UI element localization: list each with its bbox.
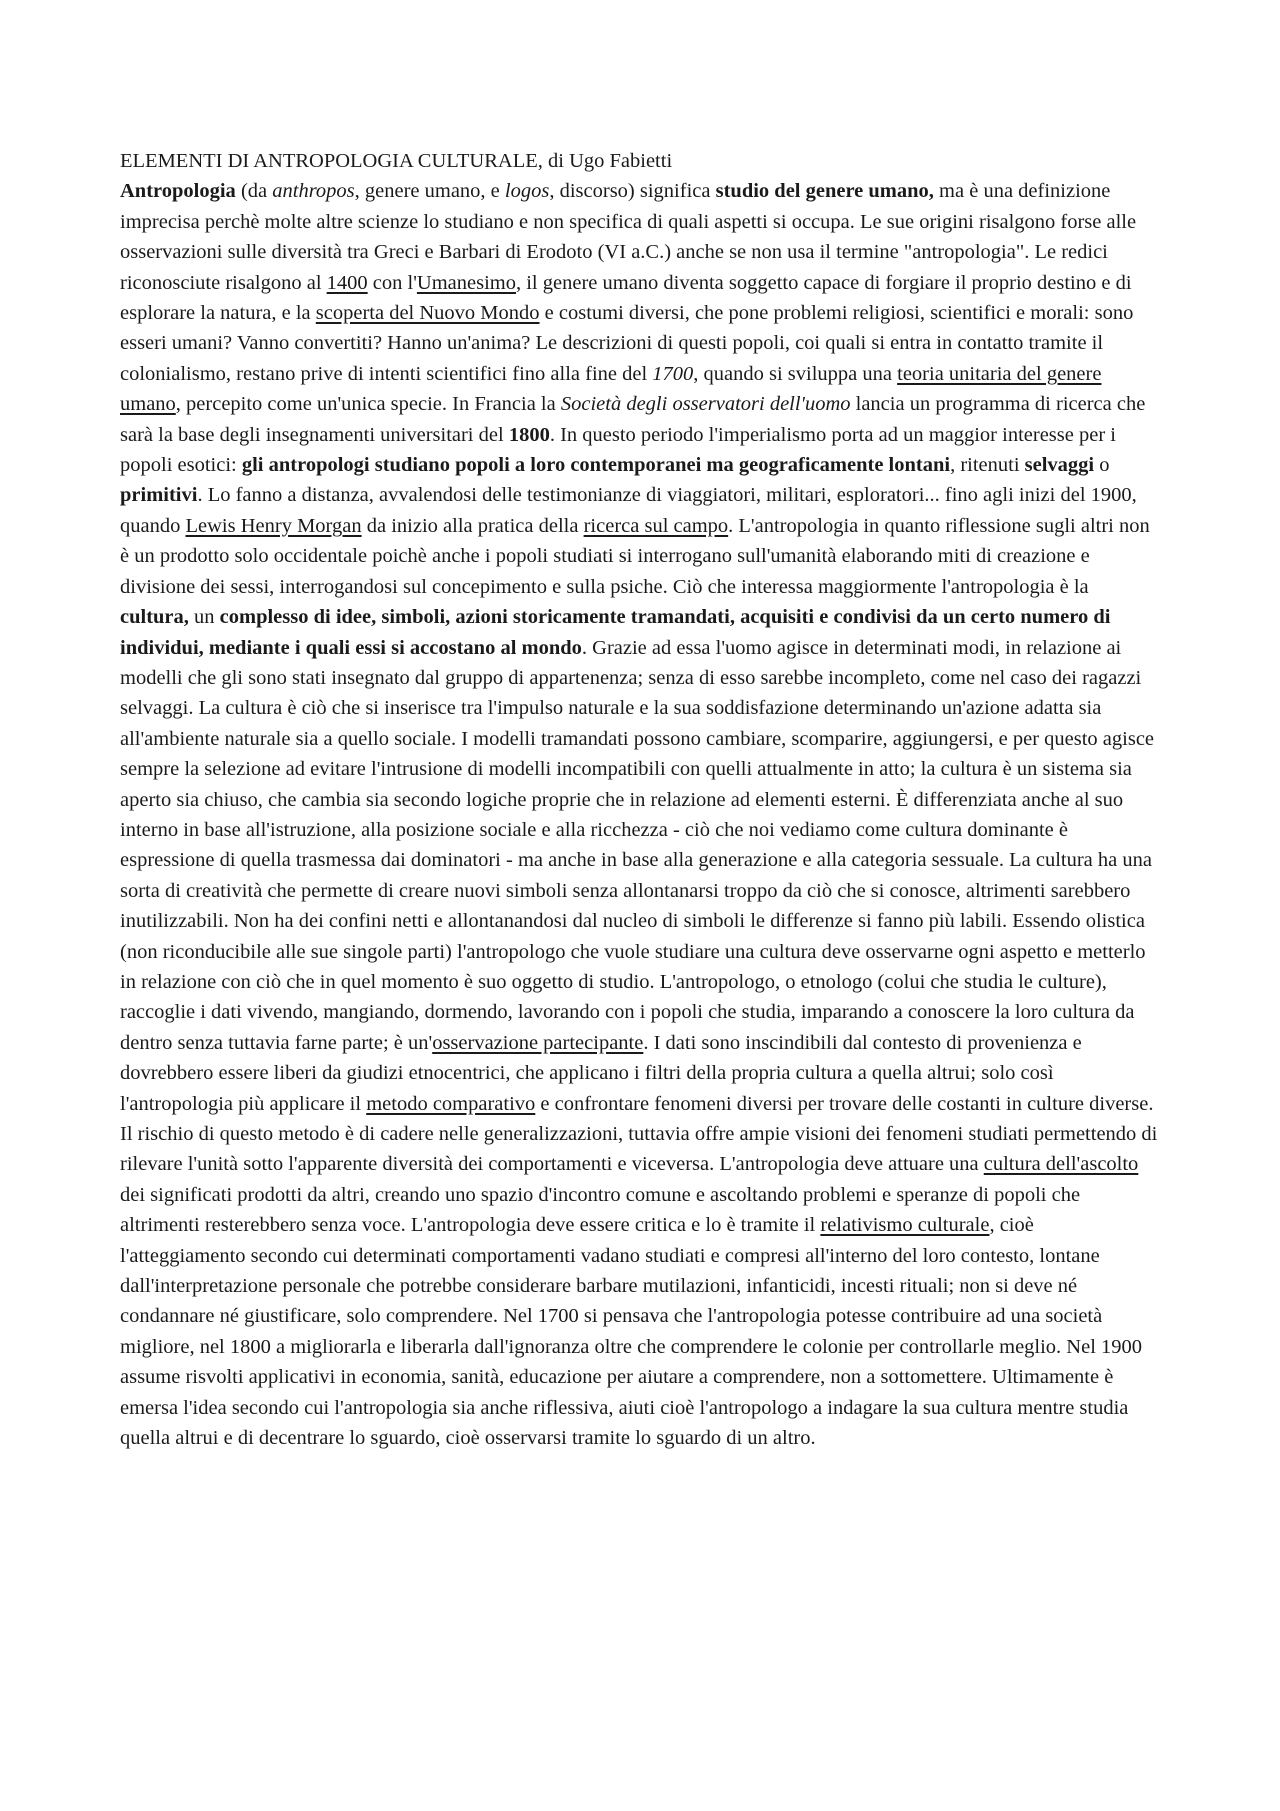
text-run: . I dati sono inscindibili dal contesto di provenienza e dovrebbero essere liberi da giudizi etnocentrici, che applicano i filtri della propria cultura a quella altrui; solo così l'antropologia più applicare il bbox=[120, 1031, 1082, 1115]
underlined-term: ricerca sul campo bbox=[583, 514, 729, 537]
underlined-term: 1400 bbox=[326, 271, 368, 294]
text-run: da inizio alla pratica della bbox=[361, 514, 584, 537]
text-run: e confrontare fenomeni diversi per trovare delle costanti in culture diverse. Il rischio di questo metodo è di cadere nelle generalizzazioni, tuttavia offre ampie visioni dei fenomeni studiati permettendo di rilevare l'unità sotto l'apparente diversità dei comportamenti e viceversa. L'antropologia deve attuare una bbox=[120, 1092, 1158, 1176]
text-run: , cioè l'atteggiamento secondo cui determinati comportamenti vadano studiati e compresi all'interno del loro contesto, lontane dall'interpretazione personale che potrebbe considerare barbare mutilazioni, infanticidi, incesti rituali; non si deve né condannare né giustificare, solo comprendere. Nel 1700 si pensava che l'antropologia potesse contribuire ad una società migliore, nel 1800 a migliorarla e liberarla dall'ignoranza oltre che comprendere le colonie per controllarle meglio. Nel 1900 assume risvolti applicativi in economia, sanità, educazione per aiutare a comprendere, non a sottomettere. Ultimamente è emersa l'idea secondo cui l'antropologia sia anche riflessiva, aiuti cioè l'antropologo a indagare la sua cultura mentre studia quella altrui e di decentrare lo sguardo, cioè osservarsi tramite lo sguardo di un altro. bbox=[120, 1214, 1143, 1450]
bold-text: 1800 bbox=[508, 423, 550, 446]
text-run: , il genere umano diventa soggetto capace di forgiare il proprio destino e di esplorare la natura, e la bbox=[120, 271, 1132, 325]
text-run: , discorso) significa bbox=[549, 180, 716, 203]
underlined-term: teoria unitaria del genere umano bbox=[120, 362, 1102, 416]
underlined-term: relativismo culturale bbox=[820, 1214, 990, 1237]
bold-text: cultura, bbox=[120, 606, 189, 629]
underlined-term: metodo comparativo bbox=[366, 1092, 536, 1115]
text-run: (da bbox=[235, 180, 273, 203]
text-run: o bbox=[1094, 454, 1110, 477]
text-run: . Grazie ad essa l'uomo agisce in determinati modi, in relazione ai modelli che gli sono stati insegnato dal gruppo di appartenenza; senza di esso sarebbe incompleto, come nel caso dei ragazzi selvaggi. La cultura è ciò che si inserisce tra l'impulso naturale e la sua soddisfazione determinando un'azione adatta sia all'ambiente naturale sia a quello sociale. I modelli tramandati possono cambiare, scomparire, aggiungersi, e per questo agisce sempre la selezione ad evitare l'intrusione di modelli incompatibili con quelli attualmente in atto; la cultura è un sistema sia aperto sia chiuso, che cambia sia secondo logiche proprie che in relazione ad elementi esterni. È differenziata anche al suo interno in base all'istruzione, alla posizione sociale e alla ricchezza - ciò che noi vediamo come cultura dominante è espressione di quella trasmessa dai dominatori - ma anche in base alla generazione e alla categoria sessuale. La cultura ha una sorta di creatività che permette di creare nuovi simboli senza allontanarsi troppo da ciò che si conosce, altrimenti sarebbero inutilizzabili. Non ha dei confini netti e allontanandosi dal nucleo di simboli le differenze si fanno più labili. Essendo olistica (non riconducibile alle sue singole parti) l'antropologo che vuole studiare una cultura deve osservarne ogni aspetto e metterlo in relazione con ciò che in quel momento è suo oggetto di studio. L'antropologo, o etnologo (colui che studia le culture), raccoglie i dati vivendo, mangiando, dormendo, lavorando con i popoli che studia, imparando a conoscere la loro cultura da dentro senza tuttavia farne parte; è un' bbox=[120, 636, 1155, 1054]
underlined-term: osservazione partecipante bbox=[432, 1031, 644, 1054]
underlined-term: cultura dell'ascolto bbox=[983, 1153, 1139, 1176]
underlined-term: scoperta del Nuovo Mondo bbox=[315, 302, 540, 325]
bold-text: studio del genere umano, bbox=[715, 180, 934, 203]
text-run: lancia un programma di ricerca che sarà la base degli insegnamenti universitari del bbox=[120, 393, 1146, 446]
text-run: e costumi diversi, che pone problemi religiosi, scientifici e morali: sono esseri umani? Vanno convertiti? Hanno un'anima? Le descrizioni di questi popoli, coi quali si entra in contatto tramite il colonialismo, restano prive di intenti scientifici fino alla fine del bbox=[120, 302, 1134, 385]
bold-text: primitivi bbox=[120, 484, 198, 507]
italic-text: Società degli osservatori dell'uomo bbox=[560, 393, 851, 416]
underlined-term: Lewis Henry Morgan bbox=[185, 514, 362, 537]
text-run: un bbox=[188, 606, 220, 629]
document-body bbox=[120, 176, 1160, 1453]
italic-text: logos bbox=[504, 180, 550, 203]
text-run: , genere umano, e bbox=[354, 180, 505, 203]
text-run: , quando si sviluppa una bbox=[693, 362, 898, 385]
italic-text: 1700 bbox=[652, 362, 694, 385]
text-run: , ritenuti bbox=[950, 454, 1025, 477]
text-run: ma è una definizione imprecisa perchè molte altre scienze lo studiano e non specifica di quali aspetti si occupa. Le sue origini risalgono forse alle osservazioni sulle diversità tra Greci e Barbari di Erodoto (VI a.C.) anche se non usa il termine "antropologia". Le redici riconosciute risalgono al bbox=[120, 180, 1137, 294]
text-run: dei significati prodotti da altri, creando uno spazio d'incontro comune e ascoltando problemi e speranze di popoli che altrimenti resterebbero senza voce. L'antropologia deve essere critica e lo è tramite il bbox=[120, 1183, 1081, 1237]
document-page bbox=[120, 146, 1160, 1453]
bold-text: selvaggi bbox=[1024, 454, 1095, 477]
italic-text: anthropos bbox=[272, 180, 355, 203]
text-run: . L'antropologia in quanto riflessione sugli altri non è un prodotto solo occidentale poichè anche i popoli studiati si interrogano sull'umanità elaborando miti di creazione e divisione dei sessi, interrogandosi sul concepimento e sulla psiche. Ciò che interessa maggiormente l'antropologia è la bbox=[120, 514, 1150, 598]
bold-text: complesso di idee, simboli, azioni storicamente tramandati, acquisiti e condivisi da un certo numero di individui, mediante i quali essi si accostano al mondo bbox=[120, 606, 1111, 659]
text-run: con l' bbox=[367, 271, 417, 294]
text-run: . In questo periodo l'imperialismo porta ad un maggior interesse per i popoli esotici: bbox=[120, 423, 1116, 477]
bold-text: gli antropologi studiano popoli a loro contemporanei ma geograficamente lontani bbox=[241, 454, 951, 477]
text-run: . Lo fanno a distanza, avvalendosi delle testimonianze di viaggiatori, militari, esploratori... fino agli inizi del 1900, quando bbox=[120, 484, 1137, 537]
text-run: , percepito come un'unica specie. In Francia la bbox=[175, 393, 561, 416]
bold-text: Antropologia bbox=[120, 180, 236, 203]
document-title: ELEMENTI DI ANTROPOLOGIA CULTURALE, di Ugo Fabietti bbox=[120, 150, 673, 172]
underlined-term: Umanesimo bbox=[416, 271, 516, 294]
